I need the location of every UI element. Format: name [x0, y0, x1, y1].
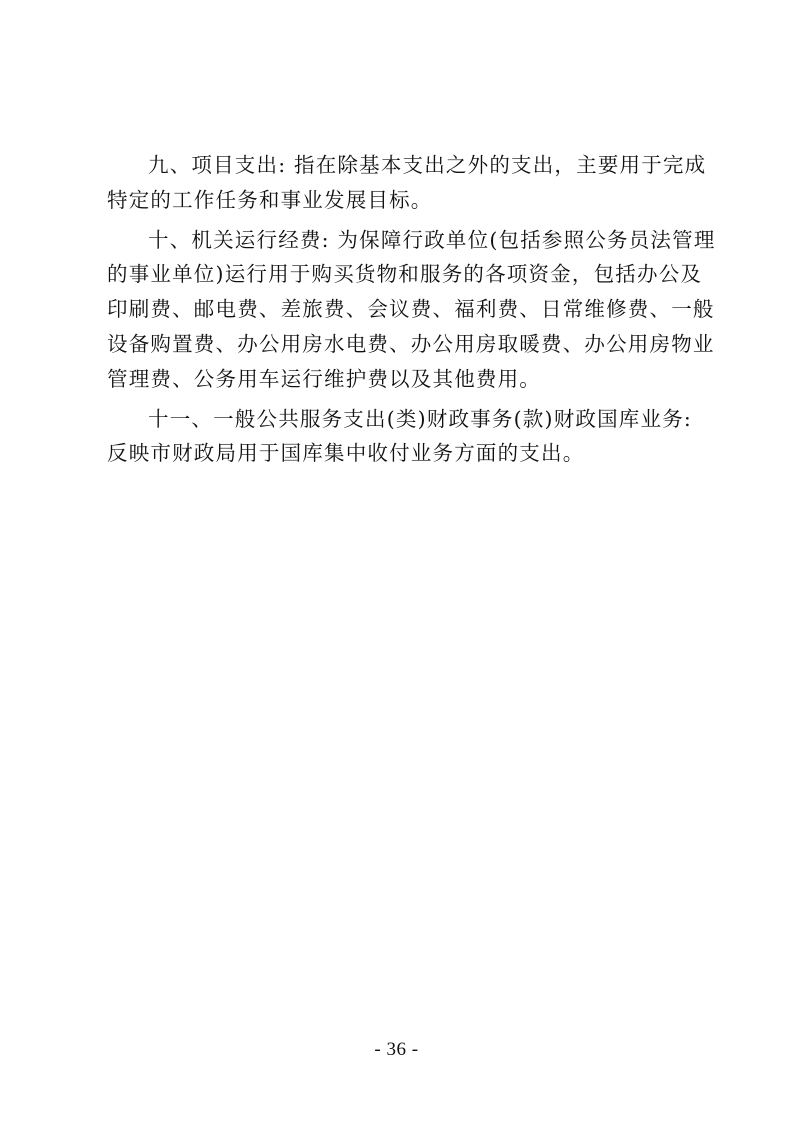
document-body [107, 148, 716, 476]
text-line: 反映市财政局用于国库集中收付业务方面的支出。 [107, 441, 585, 466]
text-line: 设备购置费、办公用房水电费、办公用房取暖费、办公用房物业 [107, 331, 715, 356]
paragraph-project-expenditure [107, 148, 707, 218]
text-line: 十、机关运行经费: 为保障行政单位(包括参照公务员法管理 [148, 227, 716, 252]
text-line: 十一、一般公共服务支出(类)财政事务(款)财政国库业务: [148, 406, 692, 431]
paragraph-agency-operating-expenses [107, 223, 716, 397]
text-line: 管理费、公务用车运行维护费以及其他费用。 [107, 366, 541, 391]
page-number: - 36 - [374, 1039, 419, 1060]
text-line: 九、项目支出: 指在除基本支出之外的支出，主要用于完成 [148, 153, 707, 177]
text-line: 印刷费、邮电费、差旅费、会议费、福利费、日常维修费、一般 [107, 297, 715, 322]
text-line: 的事业单位)运行用于购买货物和服务的各项资金，包括办公及 [107, 262, 703, 287]
paragraph-general-public-services [107, 402, 692, 472]
text-line: 特定的工作任务和事业发展目标。 [107, 187, 433, 212]
